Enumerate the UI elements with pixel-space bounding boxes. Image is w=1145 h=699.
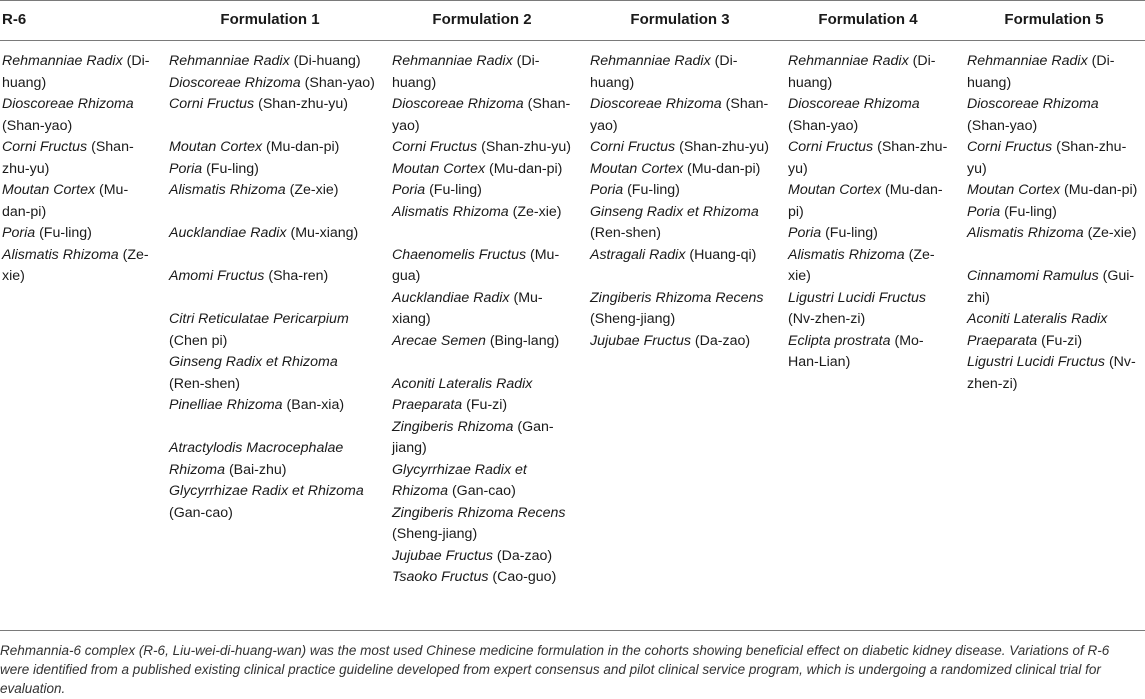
ingredient-entry — [392, 331, 574, 353]
ingredient-entry — [169, 180, 377, 202]
ingredient-common-name: (Shan-zhu-yu) — [788, 139, 948, 177]
ingredient-latin-name: Dioscoreae Rhizoma — [392, 96, 524, 112]
ingredient-entry — [2, 223, 152, 245]
ingredient-entry — [392, 288, 574, 331]
column-r6 — [2, 51, 152, 288]
ingredient-common-name: (Fu-ling) — [627, 182, 680, 198]
ingredient-latin-name: Poria — [392, 182, 426, 198]
ingredient-latin-name: Alismatis Rhizoma — [392, 203, 509, 220]
ingredient-common-name: (Mu-dan-pi) — [2, 182, 129, 220]
ingredient-latin-name: Pinelliae Rhizoma — [169, 397, 283, 413]
ingredient-latin-name: Poria — [590, 182, 624, 198]
ingredient-entry — [392, 567, 574, 589]
ingredient-latin-name: Jujubae Fructus — [590, 332, 691, 349]
ingredient-entry — [169, 73, 377, 95]
ingredient-entry — [590, 159, 772, 181]
ingredient-latin-name: Poria — [2, 225, 36, 241]
ingredient-latin-name: Ligustri Lucidi Fructus — [788, 289, 926, 306]
ingredient-entry — [392, 51, 574, 94]
ingredient-common-name: (Mu-dan-pi) — [489, 160, 563, 177]
ingredient-entry — [169, 137, 377, 159]
ingredient-common-name: (Gui-zhi) — [967, 268, 1135, 306]
ingredient-common-name: (Shan-yao) — [392, 96, 571, 134]
ingredient-entry — [967, 223, 1143, 245]
ingredient-entry — [590, 51, 772, 94]
ingredient-entry — [590, 245, 772, 267]
ingredient-common-name: (Shan-yao) — [788, 117, 859, 134]
ingredient-latin-name: Rehmanniae Radix — [169, 53, 290, 69]
ingredient-common-name: (Sha-ren) — [268, 268, 329, 284]
ingredient-latin-name: Tsaoko Fructus — [392, 569, 489, 585]
ingredient-common-name: (Di-huang) — [788, 53, 936, 91]
ingredient-latin-name: Aconiti Lateralis Radix Praeparata — [392, 375, 533, 413]
ingredient-entry — [392, 159, 574, 181]
ingredient-entry — [169, 481, 377, 524]
ingredient-entry — [169, 159, 377, 181]
ingredient-common-name: (Ze-xie) — [1087, 225, 1137, 241]
table-footnote: Rehmannia-6 complex (R-6, Liu-wei-di-huang-wan) was the most used Chinese medicine formulation in the cohorts showing beneficial effect on diabetic kidney disease. Variations of R-6 were identified from a published existing clinical practice guideline developed from expert consensus and pilot clinical service program, which is undergoing a randomized clinical trial for evaluation. — [0, 643, 1110, 696]
ingredient-entry — [788, 180, 950, 223]
header-formulation-2: Formulation 2 — [432, 11, 532, 28]
ingredient-entry — [590, 288, 772, 331]
ingredient-common-name: (Cao-guo) — [492, 569, 557, 585]
ingredient-entry — [392, 546, 574, 568]
ingredient-entry — [967, 51, 1143, 94]
ingredient-latin-name: Glycyrrhizae Radix et Rhizoma — [169, 483, 364, 499]
header-formulation-1: Formulation 1 — [220, 11, 320, 28]
ingredient-common-name: (Bing-lang) — [489, 332, 560, 349]
ingredient-common-name: (Mu-xiang) — [392, 289, 543, 327]
column-formulation-1 — [169, 51, 377, 524]
ingredient-common-name: (Ren-shen) — [590, 225, 661, 241]
ingredient-latin-name: Zingiberis Rhizoma — [392, 418, 514, 435]
ingredient-common-name: (Shan-zhu-yu) — [679, 139, 770, 155]
ingredient-latin-name: Rehmanniae Radix — [2, 53, 123, 69]
ingredient-entry — [967, 352, 1143, 395]
ingredient-common-name: (Di-huang) — [2, 53, 150, 91]
ingredient-common-name: (Shan-yao) — [2, 117, 73, 134]
ingredient-entry — [392, 137, 574, 159]
ingredient-entry — [392, 374, 574, 417]
ingredient-latin-name: Cinnamomi Ramulus — [967, 268, 1099, 284]
ingredient-entry — [2, 137, 152, 180]
ingredient-common-name: (Fu-ling) — [825, 225, 878, 241]
ingredient-latin-name: Aconiti Lateralis Radix Praeparata — [967, 311, 1108, 349]
ingredient-common-name: (Nv-zhen-zi) — [967, 354, 1136, 392]
ingredient-common-name: (Ze-xie) — [512, 203, 562, 220]
ingredient-latin-name: Chaenomelis Fructus — [392, 246, 527, 263]
ingredient-latin-name: Corni Fructus — [392, 139, 478, 155]
ingredient-latin-name: Dioscoreae Rhizoma — [967, 96, 1099, 112]
ingredient-latin-name: Corni Fructus — [590, 139, 676, 155]
ingredient-latin-name: Rehmanniae Radix — [392, 53, 513, 69]
table-top-rule — [0, 0, 1145, 1]
ingredient-latin-name: Arecae Semen — [392, 332, 486, 349]
ingredient-common-name: (Fu-zi) — [1041, 332, 1083, 349]
ingredient-entry — [392, 202, 574, 224]
ingredient-entry — [392, 94, 574, 137]
ingredient-latin-name: Alismatis Rhizoma — [2, 246, 119, 263]
ingredient-entry — [169, 438, 377, 481]
ingredient-common-name: (Di-huang) — [293, 53, 361, 69]
ingredient-common-name: (Shan-yao) — [967, 117, 1038, 134]
ingredient-entry — [967, 266, 1143, 309]
ingredient-latin-name: Moutan Cortex — [788, 182, 882, 198]
ingredient-common-name: (Fu-ling) — [39, 225, 92, 241]
ingredient-common-name: (Mu-dan-pi) — [266, 139, 340, 155]
ingredient-common-name: (Mu-xiang) — [290, 225, 359, 241]
ingredient-latin-name: Poria — [967, 203, 1001, 220]
column-formulation-3 — [590, 51, 772, 352]
ingredient-common-name: (Da-zao) — [694, 332, 751, 349]
ingredient-common-name: (Fu-ling) — [1004, 203, 1057, 220]
ingredient-common-name: (Mu-dan-pi) — [687, 160, 761, 177]
ingredient-entry — [169, 266, 377, 288]
ingredient-latin-name: Aucklandiae Radix — [169, 225, 287, 241]
ingredient-entry — [392, 180, 574, 202]
ingredient-common-name: (Nv-zhen-zi) — [788, 311, 866, 327]
ingredient-common-name: (Da-zao) — [496, 547, 553, 564]
ingredient-latin-name: Astragali Radix — [590, 246, 686, 263]
ingredient-common-name: (Fu-ling) — [429, 182, 482, 198]
table-bottom-rule — [0, 630, 1145, 631]
ingredient-entry — [788, 94, 950, 137]
ingredient-common-name: (Di-huang) — [967, 53, 1115, 91]
ingredient-entry — [169, 395, 377, 417]
ingredient-entry — [788, 288, 950, 331]
ingredient-common-name: (Shan-zhu-yu) — [967, 139, 1127, 177]
ingredient-entry — [392, 503, 574, 546]
header-formulation-5: Formulation 5 — [1004, 11, 1104, 28]
header-formulation-4: Formulation 4 — [818, 11, 918, 28]
ingredient-latin-name: Ginseng Radix et Rhizoma — [590, 203, 759, 220]
ingredient-entry — [392, 460, 574, 503]
ingredient-common-name: (Chen pi) — [169, 332, 228, 349]
ingredient-common-name: (Mo-Han-Lian) — [788, 332, 924, 370]
ingredient-entry — [788, 331, 950, 374]
ingredient-common-name: (Fu-zi) — [466, 397, 508, 413]
ingredient-latin-name: Poria — [788, 225, 822, 241]
ingredient-latin-name: Citri Reticulatae Pericarpium — [169, 311, 349, 327]
ingredient-entry — [590, 202, 772, 245]
ingredient-latin-name: Alismatis Rhizoma — [967, 225, 1084, 241]
ingredient-entry — [169, 223, 377, 245]
ingredient-entry — [169, 51, 377, 73]
ingredient-latin-name: Rehmanniae Radix — [967, 53, 1088, 69]
ingredient-common-name: (Shan-yao) — [590, 96, 769, 134]
ingredient-latin-name: Eclipta prostrata — [788, 332, 891, 349]
ingredient-entry — [788, 51, 950, 94]
ingredient-latin-name: Jujubae Fructus — [392, 547, 493, 564]
ingredient-entry — [2, 51, 152, 94]
ingredient-latin-name: Atractylodis Macrocephalae Rhizoma — [169, 440, 344, 478]
ingredient-entry — [2, 94, 152, 137]
ingredient-entry — [169, 94, 377, 116]
ingredient-common-name: (Mu-dan-pi) — [788, 182, 943, 220]
ingredient-common-name: (Di-huang) — [392, 53, 540, 91]
ingredient-latin-name: Amomi Fructus — [169, 268, 265, 284]
ingredient-latin-name: Poria — [169, 160, 203, 177]
column-formulation-4 — [788, 51, 950, 374]
ingredient-common-name: (Sheng-jiang) — [590, 311, 676, 327]
ingredient-latin-name: Dioscoreae Rhizoma — [169, 74, 301, 91]
ingredient-common-name: (Gan-cao) — [169, 504, 233, 521]
ingredient-entry — [169, 352, 377, 395]
ingredient-common-name: (Ren-shen) — [169, 375, 240, 392]
ingredient-common-name: (Huang-qi) — [689, 246, 757, 263]
ingredient-entry — [788, 245, 950, 288]
ingredient-common-name: (Gan-jiang) — [392, 418, 554, 456]
column-formulation-2 — [392, 51, 574, 589]
ingredient-latin-name: Corni Fructus — [967, 139, 1053, 155]
ingredient-entry — [590, 94, 772, 137]
header-r6: R-6 — [2, 11, 27, 28]
ingredient-common-name: (Shan-zhu-yu) — [2, 139, 134, 177]
ingredient-latin-name: Dioscoreae Rhizoma — [788, 96, 920, 112]
ingredient-common-name: (Ze-xie) — [788, 246, 935, 284]
ingredient-entry — [788, 137, 950, 180]
ingredient-entry — [392, 245, 574, 288]
ingredient-entry — [967, 180, 1143, 202]
ingredient-entry — [967, 137, 1143, 180]
ingredient-latin-name: Corni Fructus — [788, 139, 874, 155]
ingredient-common-name: (Mu-gua) — [392, 246, 560, 284]
ingredient-common-name: (Shan-zhu-yu) — [481, 139, 572, 155]
ingredient-latin-name: Alismatis Rhizoma — [788, 246, 905, 263]
ingredient-latin-name: Alismatis Rhizoma — [169, 182, 286, 198]
ingredient-entry — [2, 180, 152, 223]
ingredient-entry — [2, 245, 152, 288]
ingredient-latin-name: Aucklandiae Radix — [392, 289, 510, 306]
ingredient-latin-name: Moutan Cortex — [392, 160, 486, 177]
ingredient-entry — [967, 309, 1143, 352]
ingredient-common-name: (Gan-cao) — [451, 483, 516, 499]
ingredient-latin-name: Zingiberis Rhizoma Recens — [590, 289, 764, 306]
ingredient-common-name: (Fu-ling) — [206, 160, 259, 177]
ingredient-common-name: (Ze-xie) — [2, 246, 149, 284]
ingredient-common-name: (Mu-dan-pi) — [1064, 182, 1138, 198]
ingredient-entry — [590, 180, 772, 202]
ingredient-latin-name: Moutan Cortex — [169, 139, 263, 155]
ingredient-latin-name: Glycyrrhizae Radix et Rhizoma — [392, 461, 527, 499]
ingredient-latin-name: Moutan Cortex — [590, 160, 684, 177]
ingredient-latin-name: Corni Fructus — [169, 96, 255, 112]
ingredient-latin-name: Rehmanniae Radix — [788, 53, 909, 69]
ingredient-common-name: (Ze-xie) — [289, 182, 339, 198]
ingredient-latin-name: Ligustri Lucidi Fructus — [967, 354, 1105, 370]
header-formulation-3: Formulation 3 — [630, 11, 730, 28]
ingredient-entry — [392, 417, 574, 460]
ingredient-latin-name: Ginseng Radix et Rhizoma — [169, 354, 338, 370]
ingredient-entry — [590, 331, 772, 353]
ingredient-common-name: (Sheng-jiang) — [392, 526, 478, 542]
ingredient-entry — [967, 202, 1143, 224]
ingredient-latin-name: Dioscoreae Rhizoma — [2, 96, 134, 112]
ingredient-common-name: (Shan-zhu-yu) — [258, 96, 349, 112]
ingredient-common-name: (Di-huang) — [590, 53, 738, 91]
column-formulation-5 — [967, 51, 1143, 395]
ingredient-latin-name: Moutan Cortex — [2, 182, 96, 198]
ingredient-common-name: (Ban-xia) — [286, 397, 345, 413]
ingredient-entry — [590, 137, 772, 159]
ingredient-entry — [788, 223, 950, 245]
ingredient-common-name: (Bai-zhu) — [228, 461, 287, 478]
ingredient-latin-name: Corni Fructus — [2, 139, 88, 155]
table-header-rule — [0, 40, 1145, 41]
ingredient-latin-name: Zingiberis Rhizoma Recens — [392, 504, 566, 521]
ingredient-latin-name: Rehmanniae Radix — [590, 53, 711, 69]
ingredient-common-name: (Shan-yao) — [304, 74, 375, 91]
ingredient-latin-name: Moutan Cortex — [967, 182, 1061, 198]
ingredient-latin-name: Dioscoreae Rhizoma — [590, 96, 722, 112]
ingredient-entry — [967, 94, 1143, 137]
ingredient-entry — [169, 309, 377, 352]
